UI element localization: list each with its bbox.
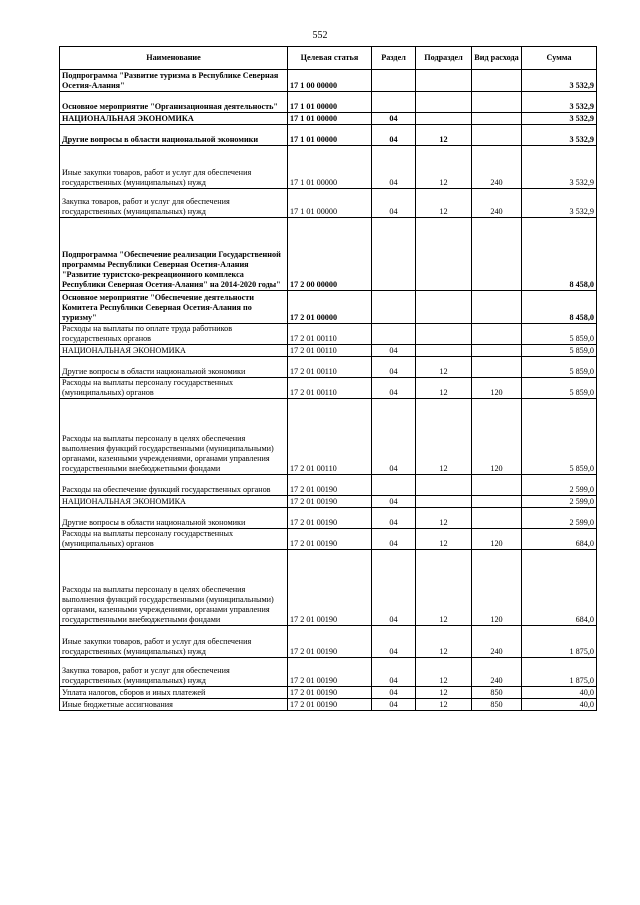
cell-amount: 2 599,0 (522, 475, 597, 496)
cell-section: 04 (372, 146, 416, 189)
table-row (60, 399, 597, 475)
cell-subsection (416, 70, 472, 92)
cell-amount: 2 599,0 (522, 508, 597, 529)
table-row (60, 125, 597, 146)
cell-subsection (416, 113, 472, 125)
table-row (60, 324, 597, 345)
cell-target: 17 2 01 00190 (288, 626, 372, 658)
cell-name: Подпрограмма "Обеспечение реализации Государственной программы Республики Северная Осетия-Алания "Развитие туристско-рекреационного комплекса Республики Северная Осетия-Алания" на 2014-2020 годы" (60, 218, 288, 291)
cell-expense-type (472, 291, 522, 324)
table-row (60, 218, 597, 291)
cell-name: Другие вопросы в области национальной экономики (60, 508, 288, 529)
cell-expense-type (472, 113, 522, 125)
cell-section: 04 (372, 125, 416, 146)
cell-target: 17 1 01 00000 (288, 146, 372, 189)
cell-expense-type: 240 (472, 626, 522, 658)
cell-name: Другие вопросы в области национальной экономики (60, 125, 288, 146)
cell-name: Расходы на выплаты персоналу в целях обеспечения выполнения функций государственными (муниципальными) органами, казенными учреждениями, органами управления государственными внебюджетными фондами (60, 550, 288, 626)
cell-amount: 5 859,0 (522, 345, 597, 357)
cell-target: 17 2 01 00190 (288, 529, 372, 550)
cell-subsection: 12 (416, 146, 472, 189)
cell-section: 04 (372, 508, 416, 529)
table-row (60, 626, 597, 658)
cell-target: 17 2 00 00000 (288, 218, 372, 291)
column-header-amount: Сумма (522, 47, 597, 70)
cell-amount: 3 532,9 (522, 189, 597, 218)
cell-subsection: 12 (416, 658, 472, 687)
cell-expense-type: 120 (472, 550, 522, 626)
cell-name: Уплата налогов, сборов и иных платежей (60, 687, 288, 699)
table-header-row (60, 47, 597, 70)
cell-target: 17 2 01 00110 (288, 324, 372, 345)
cell-subsection (416, 496, 472, 508)
cell-amount: 3 532,9 (522, 70, 597, 92)
column-header-expense-type: Вид расхода (472, 47, 522, 70)
cell-section: 04 (372, 550, 416, 626)
column-header-section: Раздел (372, 47, 416, 70)
cell-name: Другие вопросы в области национальной экономики (60, 357, 288, 378)
cell-expense-type: 120 (472, 378, 522, 399)
cell-amount: 5 859,0 (522, 357, 597, 378)
cell-amount: 3 532,9 (522, 113, 597, 125)
cell-target: 17 1 01 00000 (288, 189, 372, 218)
cell-section (372, 324, 416, 345)
table-row (60, 92, 597, 113)
cell-name: Расходы на выплаты персоналу государственных (муниципальных) органов (60, 529, 288, 550)
cell-subsection: 12 (416, 687, 472, 699)
cell-section: 04 (372, 189, 416, 218)
cell-expense-type (472, 475, 522, 496)
cell-expense-type (472, 508, 522, 529)
table-row (60, 146, 597, 189)
table-row (60, 291, 597, 324)
column-header-subsection: Подраздел (416, 47, 472, 70)
cell-expense-type: 240 (472, 658, 522, 687)
cell-section (372, 218, 416, 291)
cell-subsection (416, 92, 472, 113)
cell-section: 04 (372, 399, 416, 475)
cell-amount: 3 532,9 (522, 92, 597, 113)
table-row (60, 345, 597, 357)
cell-expense-type: 120 (472, 399, 522, 475)
cell-name: Основное мероприятие "Обеспечение деятельности Комитета Республики Северная Осетия-Алания по туризму" (60, 291, 288, 324)
table-row (60, 508, 597, 529)
cell-name: Закупка товаров, работ и услуг для обеспечения государственных (муниципальных) нужд (60, 658, 288, 687)
cell-expense-type: 850 (472, 687, 522, 699)
cell-amount: 5 859,0 (522, 324, 597, 345)
table-row (60, 475, 597, 496)
cell-section: 04 (372, 687, 416, 699)
cell-subsection (416, 345, 472, 357)
cell-target: 17 2 01 00110 (288, 378, 372, 399)
table-row (60, 699, 597, 711)
table-body (60, 70, 597, 711)
cell-amount: 1 875,0 (522, 626, 597, 658)
cell-section (372, 291, 416, 324)
cell-target: 17 1 01 00000 (288, 92, 372, 113)
cell-subsection: 12 (416, 357, 472, 378)
cell-name: НАЦИОНАЛЬНАЯ ЭКОНОМИКА (60, 496, 288, 508)
cell-expense-type (472, 496, 522, 508)
cell-name: Расходы на выплаты по оплате труда работников государственных органов (60, 324, 288, 345)
cell-subsection: 12 (416, 378, 472, 399)
cell-expense-type (472, 125, 522, 146)
cell-section: 04 (372, 699, 416, 711)
cell-subsection: 12 (416, 189, 472, 218)
table-row (60, 496, 597, 508)
cell-amount: 684,0 (522, 550, 597, 626)
cell-amount: 5 859,0 (522, 378, 597, 399)
cell-name: Расходы на выплаты персоналу в целях обеспечения выполнения функций государственными (муниципальными) органами, казенными учреждениями, органами управления государственными внебюджетными фондами (60, 399, 288, 475)
table-row (60, 357, 597, 378)
cell-target: 17 2 01 00190 (288, 550, 372, 626)
cell-expense-type (472, 345, 522, 357)
cell-section: 04 (372, 378, 416, 399)
cell-amount: 40,0 (522, 687, 597, 699)
cell-amount: 40,0 (522, 699, 597, 711)
cell-section: 04 (372, 529, 416, 550)
budget-table (59, 46, 597, 711)
cell-expense-type (472, 92, 522, 113)
column-header-name: Наименование (60, 47, 288, 70)
cell-amount: 8 458,0 (522, 291, 597, 324)
cell-section: 04 (372, 345, 416, 357)
cell-amount: 5 859,0 (522, 399, 597, 475)
cell-section: 04 (372, 496, 416, 508)
cell-section: 04 (372, 357, 416, 378)
table-row (60, 70, 597, 92)
cell-section (372, 70, 416, 92)
cell-target: 17 2 01 00190 (288, 508, 372, 529)
cell-expense-type (472, 324, 522, 345)
cell-section: 04 (372, 658, 416, 687)
cell-target: 17 2 01 00190 (288, 687, 372, 699)
table-row (60, 550, 597, 626)
cell-expense-type: 240 (472, 189, 522, 218)
cell-amount: 3 532,9 (522, 146, 597, 189)
cell-section: 04 (372, 626, 416, 658)
cell-subsection (416, 324, 472, 345)
cell-amount: 8 458,0 (522, 218, 597, 291)
cell-name: Основное мероприятие "Организационная деятельность" (60, 92, 288, 113)
cell-target: 17 1 01 00000 (288, 125, 372, 146)
cell-subsection: 12 (416, 125, 472, 146)
cell-name: Расходы на выплаты персоналу государственных (муниципальных) органов (60, 378, 288, 399)
cell-name: Иные закупки товаров, работ и услуг для обеспечения государственных (муниципальных) нужд (60, 626, 288, 658)
cell-name: Закупка товаров, работ и услуг для обеспечения государственных (муниципальных) нужд (60, 189, 288, 218)
cell-expense-type (472, 218, 522, 291)
cell-amount: 684,0 (522, 529, 597, 550)
cell-subsection: 12 (416, 508, 472, 529)
cell-target: 17 2 01 00000 (288, 291, 372, 324)
table-row (60, 658, 597, 687)
table-row (60, 189, 597, 218)
cell-target: 17 2 01 00190 (288, 699, 372, 711)
cell-target: 17 2 01 00110 (288, 345, 372, 357)
table-row (60, 687, 597, 699)
cell-amount: 1 875,0 (522, 658, 597, 687)
cell-subsection: 12 (416, 626, 472, 658)
cell-name: Расходы на обеспечение функций государственных органов (60, 475, 288, 496)
cell-target: 17 2 01 00110 (288, 399, 372, 475)
table-row (60, 378, 597, 399)
cell-target: 17 2 01 00190 (288, 658, 372, 687)
cell-section (372, 475, 416, 496)
cell-name: Подпрограмма "Развитие туризма в Республике Северная Осетия-Алания" (60, 70, 288, 92)
cell-name: НАЦИОНАЛЬНАЯ ЭКОНОМИКА (60, 345, 288, 357)
cell-target: 17 1 01 00000 (288, 113, 372, 125)
cell-name: НАЦИОНАЛЬНАЯ ЭКОНОМИКА (60, 113, 288, 125)
cell-subsection (416, 475, 472, 496)
cell-name: Иные закупки товаров, работ и услуг для обеспечения государственных (муниципальных) нужд (60, 146, 288, 189)
cell-subsection: 12 (416, 550, 472, 626)
cell-target: 17 2 01 00190 (288, 475, 372, 496)
cell-section: 04 (372, 113, 416, 125)
cell-expense-type: 240 (472, 146, 522, 189)
cell-subsection: 12 (416, 399, 472, 475)
cell-expense-type: 850 (472, 699, 522, 711)
cell-subsection: 12 (416, 699, 472, 711)
cell-target: 17 1 00 00000 (288, 70, 372, 92)
cell-expense-type (472, 357, 522, 378)
page-number: 552 (312, 30, 328, 41)
table-row (60, 113, 597, 125)
cell-amount: 3 532,9 (522, 125, 597, 146)
cell-expense-type (472, 70, 522, 92)
cell-target: 17 2 01 00110 (288, 357, 372, 378)
cell-expense-type: 120 (472, 529, 522, 550)
cell-name: Иные бюджетные ассигнования (60, 699, 288, 711)
cell-subsection (416, 291, 472, 324)
cell-subsection: 12 (416, 529, 472, 550)
cell-subsection (416, 218, 472, 291)
cell-section (372, 92, 416, 113)
table-row (60, 529, 597, 550)
column-header-target: Целевая статья (288, 47, 372, 70)
cell-amount: 2 599,0 (522, 496, 597, 508)
cell-target: 17 2 01 00190 (288, 496, 372, 508)
